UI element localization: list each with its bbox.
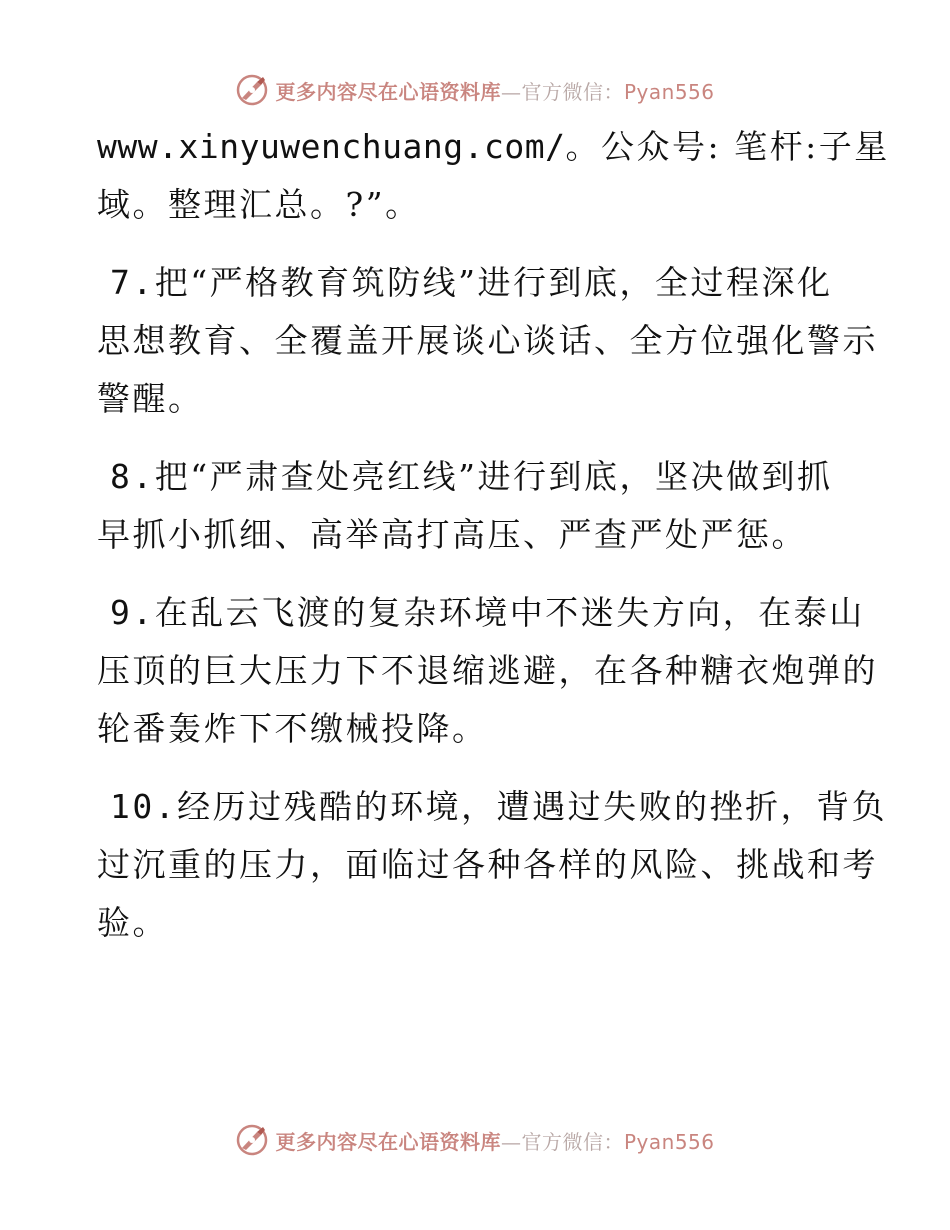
text-line: 过沉重的压力，面临过各种各样的风险、挑战和考 [97, 845, 878, 884]
text-fragment: 把“严肃查处亮红线”进行到底，坚决做到抓 [154, 457, 833, 496]
text-line [97, 254, 857, 312]
quill-pen-logo-icon [235, 1123, 269, 1157]
text-line: 早抓小抓细、高举高打高压、严查严处严惩。 [97, 515, 807, 554]
paragraph-item-10 [97, 778, 888, 952]
text-line: 轮番轰炸下不缴械投降。 [97, 709, 488, 748]
text-fragment: 。公众号: 笔杆:子星 [565, 127, 890, 166]
text-line: 验。 [97, 903, 168, 942]
website-url-text: www.xinyuwenchuang.com/ [97, 127, 566, 166]
quill-pen-logo-icon [235, 73, 269, 107]
header-banner-wechat-id: Pyan556 [623, 79, 715, 104]
header-banner-text [275, 76, 714, 105]
text-line: 思想教育、全覆盖开展谈心谈话、全方位强化警示 [97, 321, 878, 360]
item-number: 9. [110, 593, 155, 632]
item-number: 7. [110, 263, 155, 302]
footer-banner-wechat-label: 官方微信： [521, 1129, 624, 1154]
paragraph-item-7 [97, 254, 878, 428]
footer-banner [0, 1120, 950, 1160]
footer-banner-main: 更多内容尽在心语资料库 [275, 1129, 501, 1154]
text-line [97, 448, 857, 506]
footer-banner-separator: — [500, 1129, 522, 1154]
text-fragment: 在乱云飞渡的复杂环境中不迷失方向，在泰山 [154, 593, 865, 632]
text-fragment: 把“严格教育筑防线”进行到底，全过程深化 [154, 263, 833, 302]
item-number: 10. [110, 787, 178, 826]
text-line [97, 584, 865, 642]
paragraph-continuation [97, 118, 890, 234]
header-banner-wechat-label: 官方微信： [521, 79, 624, 104]
text-fragment: 经历过残酷的环境，遭遇过失败的挫折，背负 [177, 787, 888, 826]
footer-banner-text [275, 1126, 714, 1155]
header-banner-main: 更多内容尽在心语资料库 [275, 79, 501, 104]
header-banner [0, 70, 950, 110]
item-number: 8. [110, 457, 155, 496]
paragraph-item-9 [97, 584, 878, 758]
text-line: 压顶的巨大压力下不退缩逃避，在各种糖衣炮弹的 [97, 651, 878, 690]
paragraph-item-8 [97, 448, 857, 564]
header-banner-separator: — [500, 79, 522, 104]
text-line: 域。整理汇总。?”。 [97, 185, 421, 224]
text-line [97, 118, 890, 176]
footer-banner-wechat-id: Pyan556 [623, 1129, 715, 1154]
text-line [97, 778, 888, 836]
document-body [97, 118, 890, 972]
text-line: 警醒。 [97, 379, 204, 418]
